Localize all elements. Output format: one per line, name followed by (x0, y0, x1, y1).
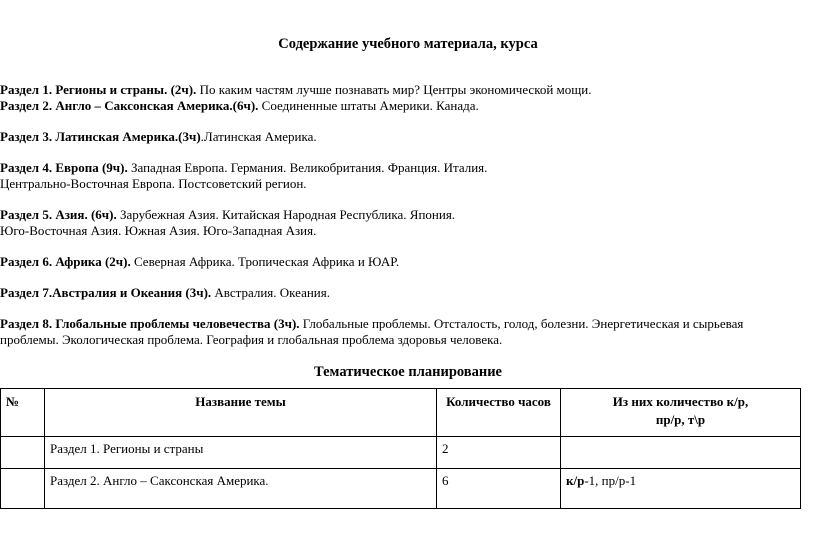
table-row (1, 469, 801, 509)
row-1-num (1, 437, 45, 469)
sections-content (0, 82, 810, 348)
section-subtitle: Тематическое планирование (313, 364, 502, 380)
section-1-text: По каким частям лучше познавать мир? Центры экономической мощи. (196, 82, 592, 97)
section-5-text: Зарубежная Азия. Китайская Народная Республика. Япония. (116, 207, 456, 222)
section-1 (0, 82, 810, 98)
row-1-name: Раздел 1. Регионы и страны (45, 437, 437, 469)
section-6 (0, 254, 810, 270)
section-1-head: Раздел 1. Регионы и страны. (2ч). (0, 82, 197, 97)
section-2-text: Соединенные штаты Америки. Канада. (258, 98, 479, 113)
section-3-text: .Латинская Америка. (200, 129, 317, 144)
header-kr-line1: Из них количество к/р, (612, 394, 749, 409)
section-6-head: Раздел 6. Африка (2ч). (0, 254, 131, 269)
section-4 (0, 160, 810, 192)
section-3 (0, 129, 810, 145)
planning-table (0, 388, 801, 509)
section-7-text: Австралия. Океания. (211, 285, 330, 300)
row-2-kr-bold: к/р (566, 473, 585, 488)
section-4-text: Западная Европа. Германия. Великобритания. Франция. Италия. (127, 160, 488, 175)
section-8-text: Глобальные проблемы. Отсталость, голод, болезни. Энергетическая и сырьевая (299, 316, 744, 331)
table-header-row (1, 389, 801, 437)
row-1-hours: 2 (437, 437, 561, 469)
section-3-head: Раздел 3. Латинская Америка.(3ч) (0, 129, 201, 144)
row-2-kr (561, 469, 801, 509)
section-8-line2: проблемы. Экологическая проблема. География и глобальная проблема здоровья человека. (0, 332, 503, 347)
document-title: Содержание учебного материала, курса (278, 36, 538, 52)
row-2-num (1, 469, 45, 509)
section-8 (0, 316, 810, 348)
section-5 (0, 207, 810, 239)
header-name: Название темы (45, 389, 437, 437)
header-kr (561, 389, 801, 437)
section-2 (0, 98, 810, 114)
row-1-kr (561, 437, 801, 469)
section-7 (0, 285, 810, 301)
table-row (1, 437, 801, 469)
section-6-text: Северная Африка. Тропическая Африка и ЮАР. (130, 254, 400, 269)
header-num: № (1, 389, 45, 437)
header-kr-line2: пр/р, т\р (655, 412, 706, 427)
header-hours: Количество часов (437, 389, 561, 437)
row-2-name: Раздел 2. Англо – Саксонская Америка. (45, 469, 437, 509)
section-7-head: Раздел 7.Австралия и Океания (3ч). (0, 285, 212, 300)
section-4-line2: Центрально-Восточная Европа. Постсоветский регион. (0, 176, 307, 191)
section-5-head: Раздел 5. Азия. (6ч). (0, 207, 117, 222)
row-2-kr-rest: -1, пр/р-1 (584, 473, 637, 488)
section-5-line2: Юго-Восточная Азия. Южная Азия. Юго-Западная Азия. (0, 223, 317, 238)
section-4-head: Раздел 4. Европа (9ч). (0, 160, 128, 175)
section-2-head: Раздел 2. Англо – Саксонская Америка.(6ч). (0, 98, 259, 113)
section-8-head: Раздел 8. Глобальные проблемы человечества (3ч). (0, 316, 300, 331)
row-2-hours: 6 (437, 469, 561, 509)
